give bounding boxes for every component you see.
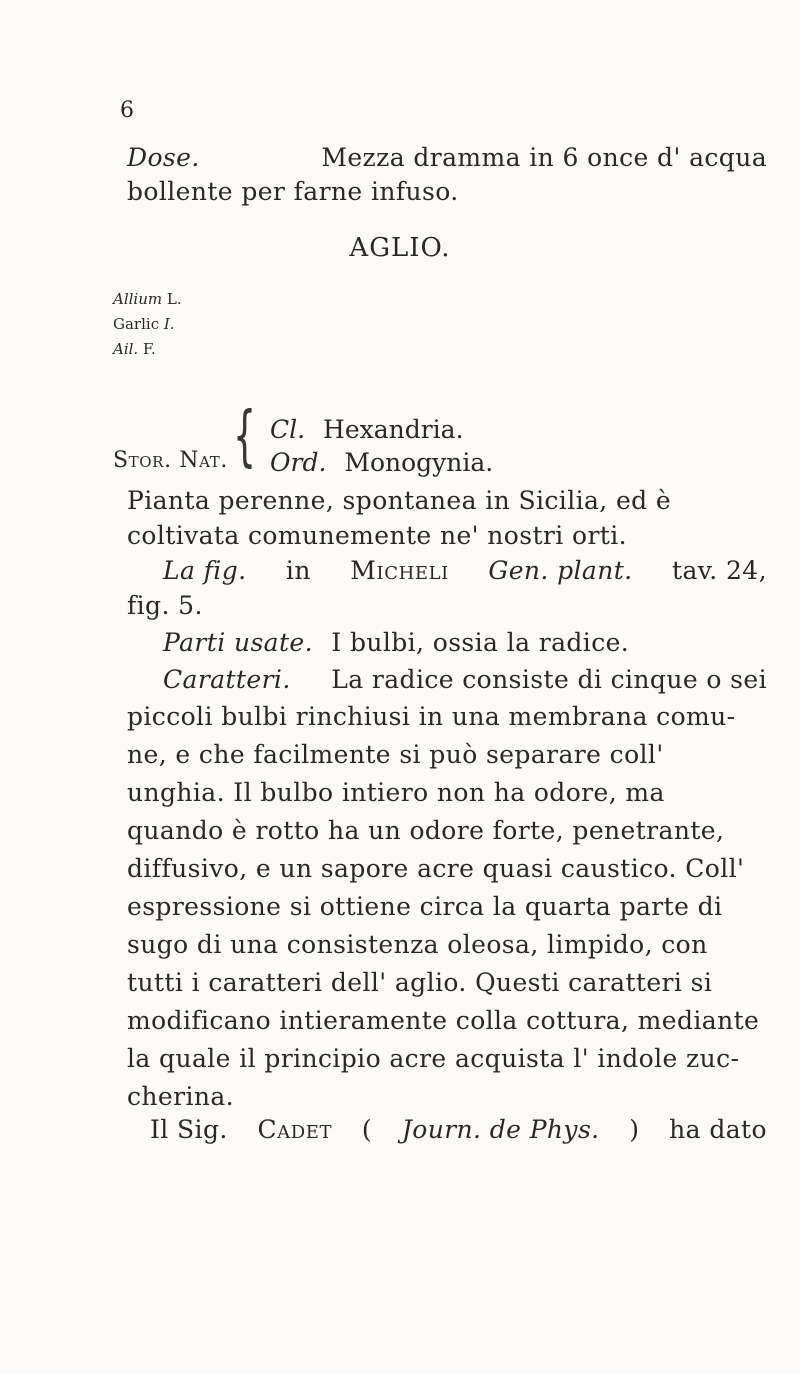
fig-in: in (285, 556, 311, 585)
classification-class (270, 415, 464, 444)
body-line: espressione si ottiene circa la quarta parte di (127, 892, 723, 921)
description-line: Pianta perenne, spontanea in Sicilia, ed è (127, 486, 672, 515)
figure-reference (163, 556, 767, 585)
body-line: modificano intieramente colla cottura, mediante (127, 1006, 760, 1035)
dose-text: Mezza dramma in 6 once d' acqua (321, 143, 767, 172)
order-value: Monogynia. (344, 448, 494, 477)
body-line: diffusivo, e un sapore acre quasi caustico. Coll' (127, 854, 745, 883)
synonym-abbr: L. (166, 290, 182, 308)
last-line (150, 1115, 767, 1144)
body-line: sugo di una consistenza oleosa, limpido, con (127, 930, 708, 959)
fig-work: Gen. plant. (488, 556, 633, 585)
characters-first-line (163, 665, 767, 694)
synonym-english (113, 315, 175, 333)
synonym-abbr: I. (163, 315, 175, 333)
characters-text: La radice consiste di cinque o sei (331, 665, 767, 694)
fig-label: La fig. (163, 556, 247, 585)
body-line: cherina. (127, 1082, 234, 1111)
class-value: Hexandria. (323, 415, 464, 444)
synonym-name: Ail. (113, 340, 139, 358)
dose-line-2: bollente per farne infuso. (127, 177, 459, 206)
body-line: tutti i caratteri dell' aglio. Questi caratteri si (127, 968, 713, 997)
last-line-ref: Journ. de Phys. (401, 1115, 600, 1144)
synonym-name: Garlic (113, 315, 160, 333)
body-line: unghia. Il bulbo intiero non ha odore, ma (127, 778, 665, 807)
order-label: Ord. (270, 448, 327, 477)
last-line-close: ) (629, 1115, 640, 1144)
parts-label: Parti usate. (163, 628, 313, 657)
class-label: Cl. (270, 415, 306, 444)
last-line-end: ha dato (669, 1115, 767, 1144)
classification-label: Stor. Nat. (113, 448, 228, 473)
section-title: AGLIO. (349, 233, 451, 263)
brace-icon: { (233, 397, 257, 474)
body-line: quando è rotto ha un odore forte, penetrante, (127, 816, 725, 845)
classification-order (270, 448, 493, 477)
dose-label: Dose. (127, 143, 200, 172)
synonym-name: Allium (113, 290, 163, 308)
synonym-latin (113, 290, 182, 308)
parts-text: I bulbi, ossia la radice. (331, 628, 630, 657)
characters-label: Caratteri. (163, 665, 291, 694)
last-line-name: Cadet (257, 1115, 333, 1144)
page-number: 6 (120, 98, 134, 123)
synonym-abbr: F. (142, 340, 156, 358)
last-line-start: Il Sig. (150, 1115, 228, 1144)
fig-tav: tav. 24, (672, 556, 767, 585)
dose-line (127, 143, 767, 172)
last-line-open: ( (361, 1115, 373, 1144)
body-line: piccoli bulbi rinchiusi in una membrana comu- (127, 702, 736, 731)
fig-author: Micheli (350, 556, 449, 585)
parts-line (163, 628, 629, 657)
body-line: ne, e che facilmente si può separare coll' (127, 740, 664, 769)
body-line: la quale il principio acre acquista l' indole zuc- (127, 1044, 740, 1073)
description-line: coltivata comunemente ne' nostri orti. (127, 521, 627, 550)
figure-number: fig. 5. (127, 591, 203, 620)
synonym-french (113, 340, 156, 358)
